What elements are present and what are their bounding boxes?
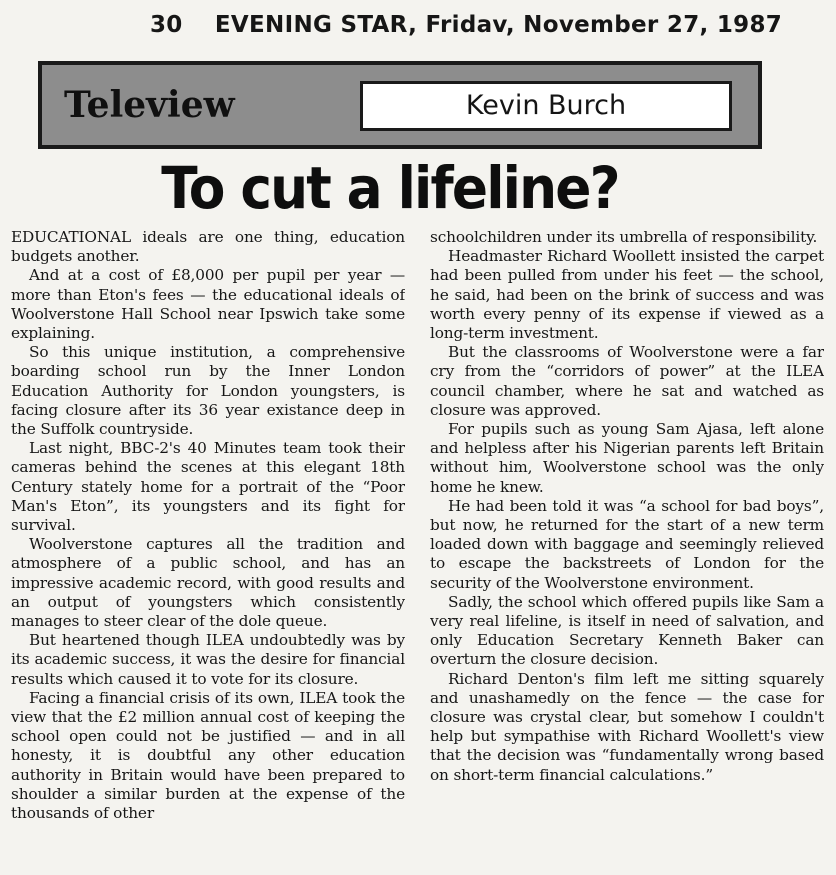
- paragraph: Last night, BBC-2's 40 Minutes team took their cameras behind the scenes at this elegant 18th Century stately home for a portrait of the “Poor Man's Eton”, its youngsters and its fight for survival.: [11, 439, 405, 535]
- paragraph: Facing a financial crisis of its own, ILEA took the view that the £2 million annual cost of keeping the school open could not be justified — and in all honesty, it is doubtful any other education authority in Britain would have been prepared to shoulder a similar burden at the expense of the thousands of other: [11, 688, 405, 823]
- paragraph: He had been told it was “a school for bad boys”, but now, he returned for the start of a new term loaded down with baggage and seemingly relieved to escape the backstreets of London for the security of the Woolverstone environment.: [430, 496, 824, 592]
- paragraph: Sadly, the school which offered pupils like Sam a very real lifeline, is itself in need of salvation, and only Education Secretary Kenneth Baker can overturn the closure decision.: [430, 592, 824, 669]
- column-name: Teleview: [64, 84, 235, 126]
- article-column-left: [11, 228, 405, 874]
- masthead: [150, 8, 790, 42]
- article-column-right: [430, 228, 824, 874]
- paragraph: And at a cost of £8,000 per pupil per year — more than Eton's fees — the educational ideals of Woolverstone Hall School near Ipswich take some explaining.: [11, 266, 405, 343]
- paragraph: So this unique institution, a comprehensive boarding school run by the Inner London Education Authority for London youngsters, is facing closure after its 36 year existance deep in the Suffolk countryside.: [11, 343, 405, 439]
- paragraph: Headmaster Richard Woollett insisted the carpet had been pulled from under his feet — the school, he said, had been on the brink of success and was worth every penny of its expense if viewed as a long-term investment.: [430, 247, 824, 343]
- article-headline: To cut a lifeline?: [161, 154, 619, 222]
- paragraph: Richard Denton's film left me sitting squarely and unashamedly on the fence — the case for closure was crystal clear, but somehow I couldn't help but sympathise with Richard Woollett's view that the decision was “fundamentally wrong based on short-term financial calculations.”: [430, 669, 824, 784]
- issue-date: Fridav, November 27, 1987: [425, 12, 783, 38]
- byline: Kevin Burch: [360, 81, 732, 131]
- paragraph: Woolverstone captures all the tradition and atmosphere of a public school, and has an impressive academic record, with good results and an output of youngsters which consistently manages to steer clear of the dole queue.: [11, 535, 405, 631]
- paragraph: schoolchildren under its umbrella of responsibility.: [430, 228, 818, 246]
- paragraph: For pupils such as young Sam Ajasa, left alone and helpless after his Nigerian parents left Britain without him, Woolverstone school was the only home he knew.: [430, 420, 824, 496]
- page-number: 30: [150, 12, 183, 38]
- paragraph: EDUCATIONAL ideals are one thing, education budgets another.: [11, 228, 405, 266]
- paragraph: But heartened though ILEA undoubtedly was by its academic success, it was the desire for financial results which caused it to vote for its closure.: [11, 631, 405, 688]
- column-banner: [38, 61, 762, 149]
- newspaper-name: EVENING STAR,: [214, 12, 418, 38]
- paragraph: But the classrooms of Woolverstone were a far cry from the “corridors of power” at the ILEA council chamber, where he sat and watched as closure was approved.: [430, 343, 824, 419]
